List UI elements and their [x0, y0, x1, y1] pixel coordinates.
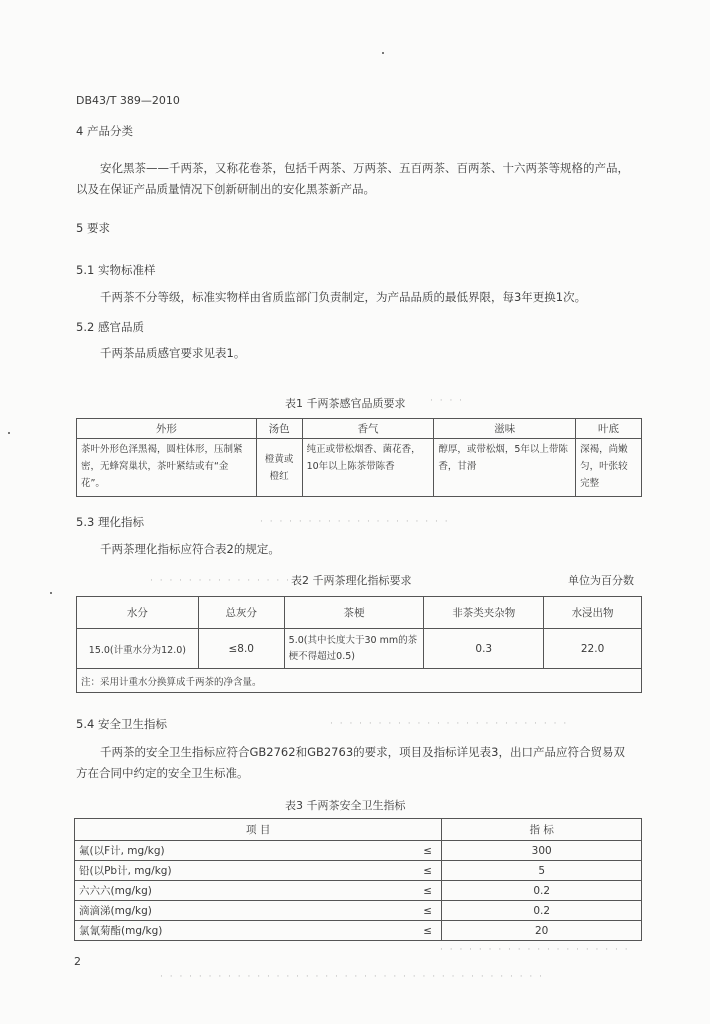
table-2-cell-impurities: 0.3 [424, 629, 544, 669]
section-5-2-body: 千两茶品质感官要求见表1。 [100, 346, 246, 360]
table-3-item: 氟(以F计, mg/kg) [75, 841, 414, 861]
table-3-op: ≤ [414, 901, 442, 921]
table-1 [76, 418, 642, 497]
section-5-3-heading: 5.3 理化指标 [76, 515, 144, 529]
table-3-header-value: 指 标 [442, 819, 642, 841]
table-3-caption: 表3 千两茶安全卫生指标 [285, 799, 406, 812]
table-2-header: 水分 [77, 597, 199, 629]
table-3-item: 六六六(mg/kg) [75, 881, 414, 901]
page-number: 2 [74, 955, 81, 968]
table-1-cell-liquor-color: 橙黄或橙红 [256, 439, 302, 497]
table-1-header: 外形 [77, 419, 257, 439]
section-5-2-heading: 5.2 感官品质 [76, 320, 144, 334]
table-3-item: 铅(以Pb计, mg/kg) [75, 861, 414, 881]
table-3-op: ≤ [414, 861, 442, 881]
table-3-item: 氯氰菊酯(mg/kg) [75, 921, 414, 941]
table-1-header: 汤色 [256, 419, 302, 439]
table-3-op: ≤ [414, 881, 442, 901]
section-4-body: 安化黑茶——千两茶，又称花卷茶，包括千两茶、万两茶、五百两茶、百两茶、十六两茶等规格的产品，以及在保证产品质量情况下创新研制出的安化黑茶新产品。 [76, 161, 629, 196]
table-2-cell-total-ash: ≤8.0 [198, 629, 284, 669]
table-3-value: 20 [442, 921, 642, 941]
table-2-cell-stems: 5.0(其中长度大于30 mm的茶梗不得超过0.5) [284, 629, 424, 669]
section-5-1-heading: 5.1 实物标准样 [76, 263, 156, 277]
table-3-value: 5 [442, 861, 642, 881]
table-3-op: ≤ [414, 921, 442, 941]
table-1-header: 叶底 [576, 419, 642, 439]
table-2-header: 茶梗 [284, 597, 424, 629]
table-2-header: 总灰分 [198, 597, 284, 629]
table-2-header: 非茶类夹杂物 [424, 597, 544, 629]
table-1-header: 香气 [302, 419, 434, 439]
table-1-cell-aroma: 纯正或带松烟香、菌花香，10年以上陈茶带陈香 [302, 439, 434, 497]
table-1-cell-taste: 醇厚，或带松烟，5年以上带陈香，甘滑 [434, 439, 576, 497]
standard-number: DB43/T 389—2010 [76, 94, 180, 107]
section-4-heading: 4 产品分类 [76, 124, 133, 138]
table-2 [76, 596, 642, 693]
scan-speck [382, 52, 384, 54]
table-2-unit: 单位为百分数 [568, 574, 634, 587]
table-3-item: 滴滴涕(mg/kg) [75, 901, 414, 921]
table-1-header: 滋味 [434, 419, 576, 439]
scan-speck [8, 432, 10, 434]
table-2-cell-moisture: 15.0(计重水分为12.0) [77, 629, 199, 669]
table-3-value: 0.2 [442, 881, 642, 901]
table-1-cell-leaf-bottom: 深褐，尚嫩匀，叶张较完整 [576, 439, 642, 497]
table-2-header: 水浸出物 [544, 597, 642, 629]
section-5-3-body: 千两茶理化指标应符合表2的规定。 [100, 542, 280, 556]
table-3-value: 300 [442, 841, 642, 861]
section-5-4-body: 千两茶的安全卫生指标应符合GB2762和GB2763的要求，项目及指标详见表3，出口产品应符合贸易双方在合同中约定的安全卫生标准。 [76, 745, 625, 780]
table-2-cell-water-extract: 22.0 [544, 629, 642, 669]
table-3-value: 0.2 [442, 901, 642, 921]
table-3 [74, 818, 642, 941]
table-3-header-item: 项 目 [75, 819, 442, 841]
table-1-caption: 表1 千两茶感官品质要求 [285, 397, 406, 410]
table-3-op: ≤ [414, 841, 442, 861]
table-2-caption: 表2 千两茶理化指标要求 [291, 574, 412, 587]
scan-speck [50, 592, 52, 594]
section-5-1-body: 千两茶不分等级，标准实物样由省质监部门负责制定，为产品品质的最低界限，每3年更换1次。 [100, 290, 587, 304]
section-5-heading: 5 要求 [76, 221, 110, 235]
table-2-note: 注：采用计重水分换算成千两茶的净含量。 [77, 669, 642, 693]
section-5-4-heading: 5.4 安全卫生指标 [76, 717, 167, 731]
table-1-cell-appearance: 茶叶外形色泽黑褐，圆柱体形，压制紧密，无蜂窝巢状，茶叶紧结或有“金花”。 [77, 439, 257, 497]
